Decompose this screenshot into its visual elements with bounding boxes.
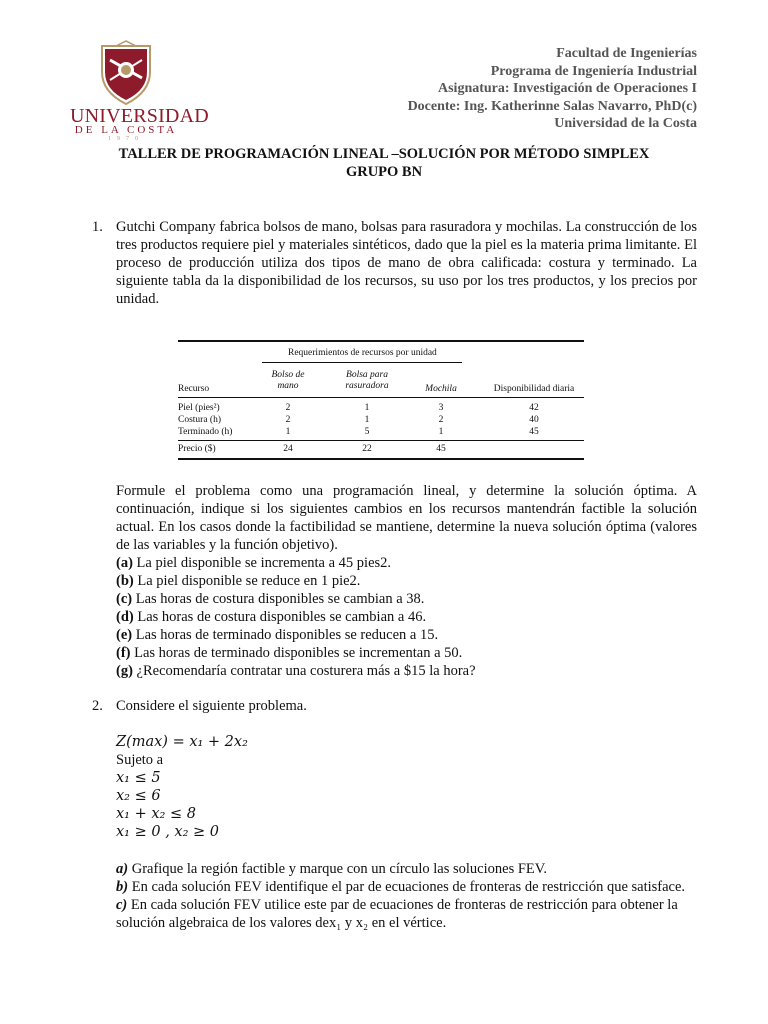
table-group-header: Requerimientos de recursos por unidad bbox=[288, 348, 437, 358]
table-row-label: Terminado (h) bbox=[178, 427, 233, 437]
table-cell: 1 bbox=[364, 403, 370, 413]
table-header-bolso-2: mano bbox=[277, 381, 299, 391]
header-line-subject: Asignatura: Investigación de Operaciones I bbox=[438, 81, 697, 96]
list-item: (a) La piel disponible se incrementa a 45 pies2. bbox=[116, 555, 392, 571]
table-cell: 5 bbox=[364, 427, 370, 437]
shield-crest-icon bbox=[96, 40, 156, 106]
table-cell: 45 bbox=[529, 427, 539, 437]
list-item: (f) Las horas de terminado disponibles se incrementan a 50. bbox=[116, 645, 463, 661]
problem-1-instructions: Formule el problema como una programación lineal, y determine la solución óptima. A continuación, indique si los siguientes cambios en los recursos mantendrán factible la solución actual. En los casos donde la factibilidad se mantiene, determine la nueva solución óptima (valores de las variables y la función objetivo). bbox=[116, 483, 697, 553]
problem-2-number: 2. bbox=[92, 698, 103, 714]
objective-function: Z(max) = x₁ + 2x₂ bbox=[116, 734, 248, 750]
document-title: TALLER DE PROGRAMACIÓN LINEAL –SOLUCIÓN POR MÉTODO SIMPLEX bbox=[118, 146, 650, 162]
constraint: x₁ ≥ 0 , x₂ ≥ 0 bbox=[116, 824, 219, 840]
header-line-faculty: Facultad de Ingenierías bbox=[556, 46, 697, 61]
table-top-rule bbox=[178, 340, 584, 342]
header-line-teacher: Docente: Ing. Katherinne Salas Navarro, PhD(c) bbox=[407, 98, 697, 114]
list-item: (d) Las horas de costura disponibles se cambian a 46. bbox=[116, 609, 427, 625]
table-header-bolsa-2: rasuradora bbox=[345, 381, 389, 391]
table-cell: 42 bbox=[529, 403, 539, 413]
logo-de-la-costa-text: DE LA COSTA bbox=[74, 124, 178, 136]
table-bottom-rule bbox=[178, 458, 584, 460]
table-row-label: Costura (h) bbox=[178, 415, 222, 425]
problem-1-items bbox=[116, 554, 697, 680]
problem-1-number: 1. bbox=[92, 219, 103, 235]
table-cell: 1 bbox=[364, 415, 370, 425]
logo-university-text: UNIVERSIDAD bbox=[70, 105, 209, 127]
table-cell: 1 bbox=[438, 427, 444, 437]
logo-year-text: 1970 bbox=[108, 136, 144, 142]
header-line-university: Universidad de la Costa bbox=[554, 116, 697, 131]
table-header-bolsa-1: Bolsa para bbox=[346, 370, 388, 380]
header-line-program: Programa de Ingeniería Industrial bbox=[490, 63, 697, 79]
problem-2-items bbox=[116, 860, 697, 932]
table-cell: 2 bbox=[285, 415, 291, 425]
table-cell: 24 bbox=[283, 444, 293, 454]
document-subtitle: GRUPO BN bbox=[345, 164, 423, 180]
table-header-recurso: Recurso bbox=[178, 384, 210, 394]
table-cell: 2 bbox=[285, 403, 291, 413]
list-item: (g) ¿Recomendaría contratar una costurera más a $15 la hora? bbox=[116, 663, 476, 679]
table-cell: 3 bbox=[438, 403, 444, 413]
table-header-rule bbox=[178, 397, 584, 398]
list-item: (c) Las horas de costura disponibles se cambian a 38. bbox=[116, 591, 425, 607]
list-item: (b) La piel disponible se reduce en 1 pie2. bbox=[116, 573, 361, 589]
constraint: x₁ ≤ 5 bbox=[116, 770, 161, 786]
constraint: x₁ + x₂ ≤ 8 bbox=[116, 806, 196, 822]
university-logo bbox=[70, 40, 209, 142]
table-cell: 1 bbox=[285, 427, 291, 437]
constraint: x₂ ≤ 6 bbox=[116, 788, 161, 804]
table-header-mochila: Mochila bbox=[425, 384, 457, 394]
table-group-rule bbox=[262, 362, 462, 363]
list-item: b) En cada solución FEV identifique el par de ecuaciones de fronteras de restricción que satisface. bbox=[116, 879, 686, 895]
table-price-label: Precio ($) bbox=[178, 444, 216, 454]
list-item: a) Grafique la región factible y marque con un círculo las soluciones FEV. bbox=[116, 861, 547, 877]
problem-2-model bbox=[116, 733, 697, 841]
problem-2-intro: Considere el siguiente problema. bbox=[116, 698, 307, 714]
table-header-bolso-1: Bolso de bbox=[271, 370, 305, 380]
list-item: c) En cada solución FEV utilice este par de ecuaciones de fronteras de restricción para obtener la solución algebraica de los valores dex₁ y x₂ en el vértice. bbox=[116, 897, 678, 931]
table-row-label: Piel (pies²) bbox=[178, 403, 220, 413]
header-info bbox=[408, 45, 697, 133]
table-price-rule bbox=[178, 440, 584, 441]
subject-to-label: Sujeto a bbox=[116, 752, 164, 768]
list-item: (e) Las horas de terminado disponibles se reducen a 15. bbox=[116, 627, 439, 643]
table-cell: 40 bbox=[529, 415, 539, 425]
resource-table bbox=[178, 340, 584, 460]
table-cell: 45 bbox=[436, 444, 446, 454]
table-header-disponibilidad: Disponibilidad diaria bbox=[493, 384, 575, 394]
table-cell: 2 bbox=[438, 415, 444, 425]
problem-1-intro: Gutchi Company fabrica bolsos de mano, bolsas para rasuradora y mochilas. La construcción de los tres productos requiere piel y materiales sintéticos, dado que la piel es la materia prima limitante. El proceso de producción utiliza dos tipos de mano de obra calificada: costura y terminado. La siguiente tabla da la disponibilidad de los recursos, su uso por los tres productos, y los precios por unidad. bbox=[116, 219, 697, 307]
table-cell: 22 bbox=[362, 444, 372, 454]
